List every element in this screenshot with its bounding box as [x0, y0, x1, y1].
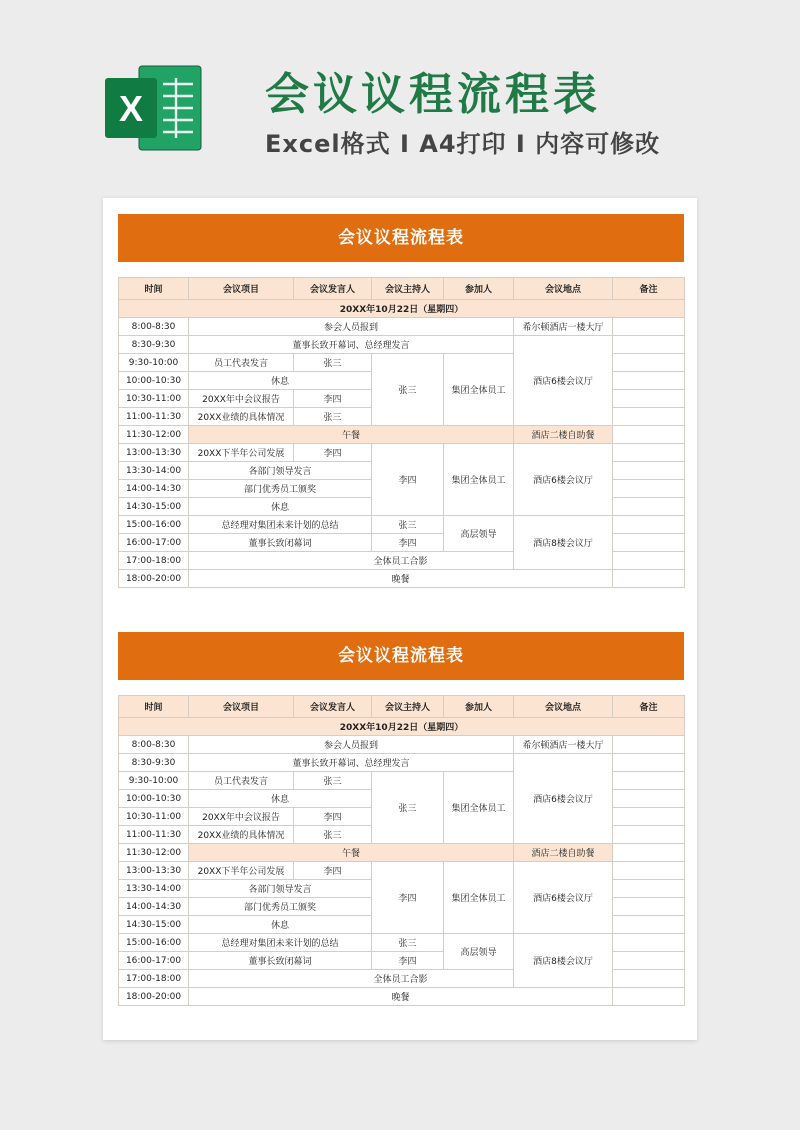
time-cell: 9:30-10:00 — [119, 354, 189, 372]
host-cell: 张三 — [372, 354, 444, 426]
sheet-title-banner: 会议议程流程表 — [118, 632, 684, 680]
location-cell: 希尔顿酒店一楼大厅 — [514, 318, 613, 336]
remark-cell — [613, 372, 685, 390]
host-cell: 李四 — [372, 534, 444, 552]
location-cell: 酒店6楼会议厅 — [514, 336, 613, 426]
item-cell: 各部门领导发言 — [189, 462, 372, 480]
agenda-sheet-2 — [118, 632, 684, 1006]
time-cell: 15:00-16:00 — [119, 934, 189, 952]
time-cell: 13:30-14:00 — [119, 880, 189, 898]
remark-cell — [613, 790, 685, 808]
item-cell: 总经理对集团未来计划的总结 — [189, 934, 372, 952]
item-cell: 20XX年中会议报告 — [189, 808, 294, 826]
location-cell: 酒店6楼会议厅 — [514, 754, 613, 844]
column-header: 会议主持人 — [372, 278, 444, 300]
table-row — [119, 844, 685, 862]
location-cell: 酒店6楼会议厅 — [514, 444, 613, 516]
column-header: 会议发言人 — [294, 696, 372, 718]
attendee-cell: 集团全体员工 — [444, 772, 514, 844]
table-row — [119, 516, 685, 534]
attendee-cell: 高层领导 — [444, 934, 514, 970]
time-cell: 11:30-12:00 — [119, 844, 189, 862]
meeting-date: 20XX年10月22日（星期四） — [119, 300, 685, 318]
remark-cell — [613, 498, 685, 516]
item-cell: 总经理对集团未来计划的总结 — [189, 516, 372, 534]
remark-cell — [613, 390, 685, 408]
item-cell: 全体员工合影 — [189, 970, 613, 988]
remark-cell — [613, 336, 685, 354]
column-header: 会议发言人 — [294, 278, 372, 300]
remark-cell — [613, 862, 685, 880]
time-cell: 18:00-20:00 — [119, 570, 189, 588]
table-row — [119, 426, 685, 444]
time-cell: 15:00-16:00 — [119, 516, 189, 534]
table-header-row — [119, 696, 685, 718]
table-row — [119, 318, 685, 336]
item-cell: 休息 — [189, 498, 372, 516]
remark-cell — [613, 462, 685, 480]
item-cell: 董事长致开幕词、总经理发言 — [189, 754, 514, 772]
remark-cell — [613, 988, 685, 1006]
remark-cell — [613, 354, 685, 372]
excel-logo-letter: X — [118, 88, 144, 129]
time-cell: 16:00-17:00 — [119, 952, 189, 970]
time-cell: 13:00-13:30 — [119, 444, 189, 462]
remark-cell — [613, 408, 685, 426]
item-cell: 晚餐 — [189, 988, 613, 1006]
time-cell: 14:30-15:00 — [119, 916, 189, 934]
column-header: 备注 — [613, 278, 685, 300]
host-cell: 张三 — [372, 934, 444, 952]
remark-cell — [613, 934, 685, 952]
remark-cell — [613, 916, 685, 934]
remark-cell — [613, 552, 685, 570]
column-header: 会议地点 — [514, 696, 613, 718]
remark-cell — [613, 772, 685, 790]
time-cell: 11:00-11:30 — [119, 408, 189, 426]
item-cell: 休息 — [189, 372, 372, 390]
remark-cell — [613, 844, 685, 862]
remark-cell — [613, 444, 685, 462]
remark-cell — [613, 898, 685, 916]
remark-cell — [613, 826, 685, 844]
excel-logo-icon — [103, 60, 203, 156]
item-cell: 午餐 — [189, 844, 514, 862]
speaker-cell: 张三 — [294, 772, 372, 790]
column-header: 会议项目 — [189, 696, 294, 718]
table-header-row — [119, 278, 685, 300]
remark-cell — [613, 808, 685, 826]
speaker-cell: 李四 — [294, 862, 372, 880]
remark-cell — [613, 952, 685, 970]
remark-cell — [613, 880, 685, 898]
time-cell: 10:30-11:00 — [119, 390, 189, 408]
time-cell: 11:30-12:00 — [119, 426, 189, 444]
page-subtitle: Excel格式 I A4打印 I 内容可修改 — [265, 130, 661, 158]
item-cell: 晚餐 — [189, 570, 613, 588]
remark-cell — [613, 970, 685, 988]
remark-cell — [613, 318, 685, 336]
location-cell: 希尔顿酒店一楼大厅 — [514, 736, 613, 754]
item-cell: 休息 — [189, 790, 372, 808]
remark-cell — [613, 480, 685, 498]
remark-cell — [613, 754, 685, 772]
column-header: 会议主持人 — [372, 696, 444, 718]
item-cell: 全体员工合影 — [189, 552, 613, 570]
speaker-cell: 张三 — [294, 408, 372, 426]
speaker-cell: 张三 — [294, 354, 372, 372]
table-row — [119, 336, 685, 354]
item-cell: 20XX业绩的具体情况 — [189, 408, 294, 426]
item-cell: 20XX业绩的具体情况 — [189, 826, 294, 844]
host-cell: 李四 — [372, 862, 444, 934]
column-header: 时间 — [119, 278, 189, 300]
item-cell: 员工代表发言 — [189, 772, 294, 790]
item-cell: 休息 — [189, 916, 372, 934]
time-cell: 9:30-10:00 — [119, 772, 189, 790]
speaker-cell: 李四 — [294, 390, 372, 408]
remark-cell — [613, 570, 685, 588]
time-cell: 10:30-11:00 — [119, 808, 189, 826]
host-cell: 李四 — [372, 952, 444, 970]
column-header: 参加人 — [444, 278, 514, 300]
item-cell: 部门优秀员工颁奖 — [189, 480, 372, 498]
speaker-cell: 李四 — [294, 444, 372, 462]
time-cell: 14:00-14:30 — [119, 480, 189, 498]
location-cell: 酒店8楼会议厅 — [514, 934, 613, 988]
time-cell: 13:00-13:30 — [119, 862, 189, 880]
meeting-date: 20XX年10月22日（星期四） — [119, 718, 685, 736]
date-row — [119, 300, 685, 318]
agenda-table — [118, 277, 685, 588]
time-cell: 14:30-15:00 — [119, 498, 189, 516]
item-cell: 董事长致开幕词、总经理发言 — [189, 336, 514, 354]
remark-cell — [613, 426, 685, 444]
document-paper — [103, 198, 697, 1040]
table-row — [119, 570, 685, 588]
item-cell: 董事长致闭幕词 — [189, 952, 372, 970]
table-row — [119, 552, 685, 570]
table-row — [119, 934, 685, 952]
column-header: 备注 — [613, 696, 685, 718]
host-cell: 张三 — [372, 516, 444, 534]
attendee-cell: 集团全体员工 — [444, 354, 514, 426]
location-cell: 酒店6楼会议厅 — [514, 862, 613, 934]
page-header — [0, 0, 800, 190]
time-cell: 8:00-8:30 — [119, 736, 189, 754]
time-cell: 10:00-10:30 — [119, 790, 189, 808]
time-cell: 8:00-8:30 — [119, 318, 189, 336]
time-cell: 11:00-11:30 — [119, 826, 189, 844]
host-cell: 张三 — [372, 772, 444, 844]
item-cell: 20XX下半年公司发展 — [189, 444, 294, 462]
item-cell: 部门优秀员工颁奖 — [189, 898, 372, 916]
time-cell: 14:00-14:30 — [119, 898, 189, 916]
item-cell: 参会人员报到 — [189, 736, 514, 754]
column-header: 参加人 — [444, 696, 514, 718]
time-cell: 8:30-9:30 — [119, 754, 189, 772]
time-cell: 16:00-17:00 — [119, 534, 189, 552]
table-row — [119, 862, 685, 880]
sheet-title-banner: 会议议程流程表 — [118, 214, 684, 262]
time-cell: 8:30-9:30 — [119, 336, 189, 354]
remark-cell — [613, 516, 685, 534]
table-row — [119, 754, 685, 772]
page-title: 会议议程流程表 — [265, 69, 601, 120]
time-cell: 18:00-20:00 — [119, 988, 189, 1006]
speaker-cell: 李四 — [294, 808, 372, 826]
item-cell: 各部门领导发言 — [189, 880, 372, 898]
date-row — [119, 718, 685, 736]
column-header: 会议项目 — [189, 278, 294, 300]
item-cell: 董事长致闭幕词 — [189, 534, 372, 552]
item-cell: 20XX下半年公司发展 — [189, 862, 294, 880]
agenda-sheet-1 — [118, 214, 684, 588]
item-cell: 参会人员报到 — [189, 318, 514, 336]
table-row — [119, 444, 685, 462]
attendee-cell: 高层领导 — [444, 516, 514, 552]
speaker-cell: 张三 — [294, 826, 372, 844]
item-cell: 20XX年中会议报告 — [189, 390, 294, 408]
location-cell: 酒店二楼自助餐 — [514, 844, 613, 862]
item-cell: 午餐 — [189, 426, 514, 444]
time-cell: 13:30-14:00 — [119, 462, 189, 480]
attendee-cell: 集团全体员工 — [444, 862, 514, 934]
location-cell: 酒店8楼会议厅 — [514, 516, 613, 570]
time-cell: 17:00-18:00 — [119, 970, 189, 988]
agenda-table — [118, 695, 685, 1006]
table-row — [119, 988, 685, 1006]
remark-cell — [613, 534, 685, 552]
time-cell: 17:00-18:00 — [119, 552, 189, 570]
attendee-cell: 集团全体员工 — [444, 444, 514, 516]
table-row — [119, 970, 685, 988]
column-header: 会议地点 — [514, 278, 613, 300]
remark-cell — [613, 736, 685, 754]
column-header: 时间 — [119, 696, 189, 718]
item-cell: 员工代表发言 — [189, 354, 294, 372]
table-row — [119, 736, 685, 754]
time-cell: 10:00-10:30 — [119, 372, 189, 390]
host-cell: 李四 — [372, 444, 444, 516]
location-cell: 酒店二楼自助餐 — [514, 426, 613, 444]
